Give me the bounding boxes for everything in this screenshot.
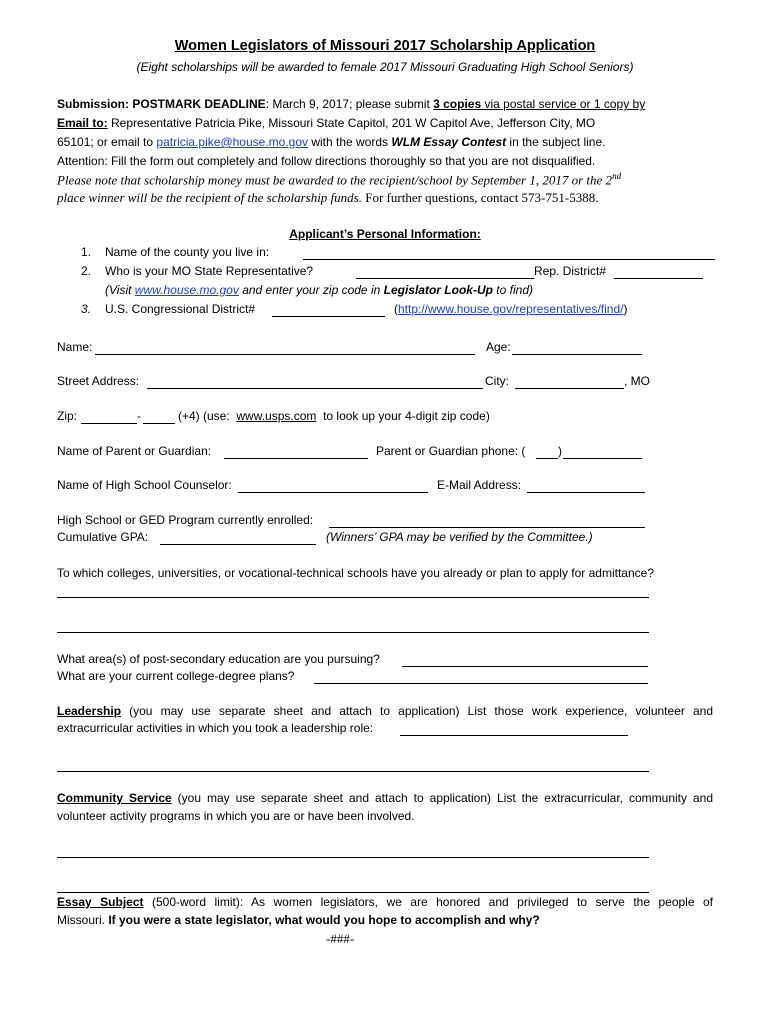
- zip-note-post: to look up your 4-digit zip code): [323, 409, 490, 423]
- email-field[interactable]: [527, 492, 645, 493]
- house-gov-link[interactable]: http://www.house.gov/representatives/find/: [398, 302, 624, 316]
- state-label: , MO: [624, 374, 650, 388]
- note-line-2: [57, 190, 598, 206]
- submission-line-3: [57, 135, 605, 149]
- leadership-label: Leadership: [57, 704, 122, 718]
- colleges-question: To which colleges, universities, or vocational-technical schools have you already or plan to apply for admittance?: [57, 566, 654, 580]
- rep-district-field[interactable]: [614, 278, 703, 279]
- representative-field[interactable]: [356, 278, 534, 279]
- leadership-field[interactable]: [57, 771, 649, 772]
- community-field-2[interactable]: [57, 892, 649, 893]
- area-field[interactable]: [402, 666, 648, 667]
- essay-prompt: If you were a state legislator, what would you hope to accomplish and why?: [108, 913, 540, 927]
- submission-line-1: [57, 97, 645, 111]
- gpa-field[interactable]: [160, 544, 316, 545]
- contact-text: For further questions, contact 573-751-5388.: [361, 190, 599, 205]
- leadership-role-field[interactable]: [400, 735, 628, 736]
- leadership-text: (you may use separate sheet and attach to application) List those work experience, volunteer and: [121, 704, 713, 718]
- note-text-1: Please note that scholarship money must be awarded to the recipient/school by September 1, 2017 or the 2: [57, 172, 613, 188]
- rep-district-label: Rep. District#: [534, 264, 607, 278]
- item-county: [81, 245, 269, 259]
- submission-line-2: [57, 116, 595, 130]
- note-text-2: place winner will be the recipient of the scholarship funds.: [57, 190, 362, 205]
- leadership-line-1: [57, 704, 713, 718]
- counselor-field[interactable]: [238, 492, 428, 493]
- submission-label: Submission: POSTMARK DEADLINE: [57, 97, 266, 111]
- essay-pre: Missouri.: [57, 913, 109, 927]
- item-number: 1.: [81, 245, 92, 259]
- visit-note: [105, 283, 533, 297]
- house-mo-link[interactable]: www.house.mo.gov: [134, 283, 239, 297]
- zip4-field[interactable]: [143, 423, 175, 424]
- community-label: Community Service: [57, 791, 172, 805]
- counselor-label: Name of High School Counselor:: [57, 478, 232, 492]
- page-subtitle: (Eight scholarships will be awarded to female 2017 Missouri Graduating High School Seniors): [136, 60, 634, 74]
- community-line-2: volunteer activity programs in which you are or have been involved.: [57, 809, 415, 823]
- parent-label: Name of Parent or Guardian:: [57, 444, 212, 458]
- name-field[interactable]: [95, 354, 475, 355]
- degree-question: What are your current college-degree plans?: [57, 669, 295, 683]
- degree-field[interactable]: [314, 683, 648, 684]
- essay-line-1: [57, 895, 713, 909]
- area-code-field[interactable]: [536, 458, 558, 459]
- zip-note: [178, 409, 490, 423]
- email-label: E-Mail Address:: [437, 478, 522, 492]
- email-to-label: Email to:: [57, 116, 108, 130]
- colleges-field-1[interactable]: [57, 597, 649, 598]
- usps-link[interactable]: www.usps.com: [236, 409, 317, 423]
- note-superscript: nd: [612, 171, 622, 181]
- note-line-1: [57, 171, 621, 188]
- lookup-text: Legislator Look-Up: [383, 283, 493, 297]
- visit-mid: and enter your zip code in: [238, 283, 384, 297]
- representative-label: Who is your MO State Representative?: [105, 264, 314, 278]
- age-field[interactable]: [512, 354, 642, 355]
- area-question: What area(s) of post-secondary education are you pursuing?: [57, 652, 380, 666]
- school-field[interactable]: [329, 527, 645, 528]
- community-text: (you may use separate sheet and attach to application) List the extracurricular, community and: [171, 791, 713, 805]
- gpa-note: (Winners’ GPA may be verified by the Committee.): [326, 530, 593, 544]
- page-title: Women Legislators of Missouri 2017 Scholarship Application: [174, 38, 596, 54]
- item-representative: [81, 264, 313, 278]
- essay-line-2: [57, 913, 540, 927]
- city-field[interactable]: [515, 388, 624, 389]
- age-label: Age:: [486, 340, 511, 354]
- deadline-text: : March 9, 2017; please submit: [265, 97, 434, 111]
- colleges-field-2[interactable]: [57, 632, 649, 633]
- county-field[interactable]: [303, 259, 715, 260]
- school-label: High School or GED Program currently enrolled:: [57, 513, 314, 527]
- attention-line: Attention: Fill the form out completely and follow directions thoroughly so that you are not disqualified.: [57, 154, 596, 168]
- name-label: Name:: [57, 340, 93, 354]
- copies-text: 3 copies: [433, 97, 482, 111]
- county-label: Name of the county you live in:: [105, 245, 270, 259]
- community-line-1: [57, 791, 713, 805]
- street-label: Street Address:: [57, 374, 140, 388]
- congressional-link-wrap: (http://www.house.gov/representatives/find/): [394, 302, 628, 316]
- congressional-field[interactable]: [272, 316, 385, 317]
- zip-note-pre: (+4) (use:: [178, 409, 230, 423]
- personal-info-heading: Applicant’s Personal Information:: [289, 227, 481, 241]
- visit-post: to find): [492, 283, 533, 297]
- email-post: in the subject line.: [506, 135, 606, 149]
- end-mark: -###-: [326, 931, 355, 946]
- item-congressional: [81, 302, 255, 316]
- gpa-label: Cumulative GPA:: [57, 530, 149, 544]
- contest-name: WLM Essay Contest: [391, 135, 507, 149]
- email-pre: 65101; or email to: [57, 135, 157, 149]
- visit-pre: (Visit: [105, 283, 135, 297]
- congressional-label: U.S. Congressional District#: [105, 302, 256, 316]
- zip-field[interactable]: [81, 423, 137, 424]
- leadership-line-2: extracurricular activities in which you took a leadership role:: [57, 721, 374, 735]
- parent-field[interactable]: [224, 458, 368, 459]
- city-label: City:: [485, 374, 509, 388]
- essay-text: (500-word limit): As women legislators, we are honored and privileged to serve the people of: [143, 895, 714, 909]
- phone-paren: ): [558, 444, 562, 458]
- zip-dash: -: [137, 409, 141, 423]
- copies-tail: via postal service or 1 copy by: [481, 97, 646, 111]
- parent-phone-label: Parent or Guardian phone: (: [376, 444, 526, 458]
- capitol-address: Representative Patricia Pike, Missouri State Capitol, 201 W Capitol Ave, Jefferson City, MO: [107, 116, 596, 130]
- item-number: 2.: [81, 264, 92, 278]
- item-number: 3.: [81, 302, 92, 316]
- street-field[interactable]: [147, 388, 483, 389]
- zip-label: Zip:: [57, 409, 78, 423]
- parent-phone-field[interactable]: [563, 458, 642, 459]
- email-mid: with the words: [308, 135, 392, 149]
- email-link[interactable]: patricia.pike@house.mo.gov: [156, 135, 308, 149]
- essay-label: Essay Subject: [57, 895, 144, 909]
- community-field-1[interactable]: [57, 857, 649, 858]
